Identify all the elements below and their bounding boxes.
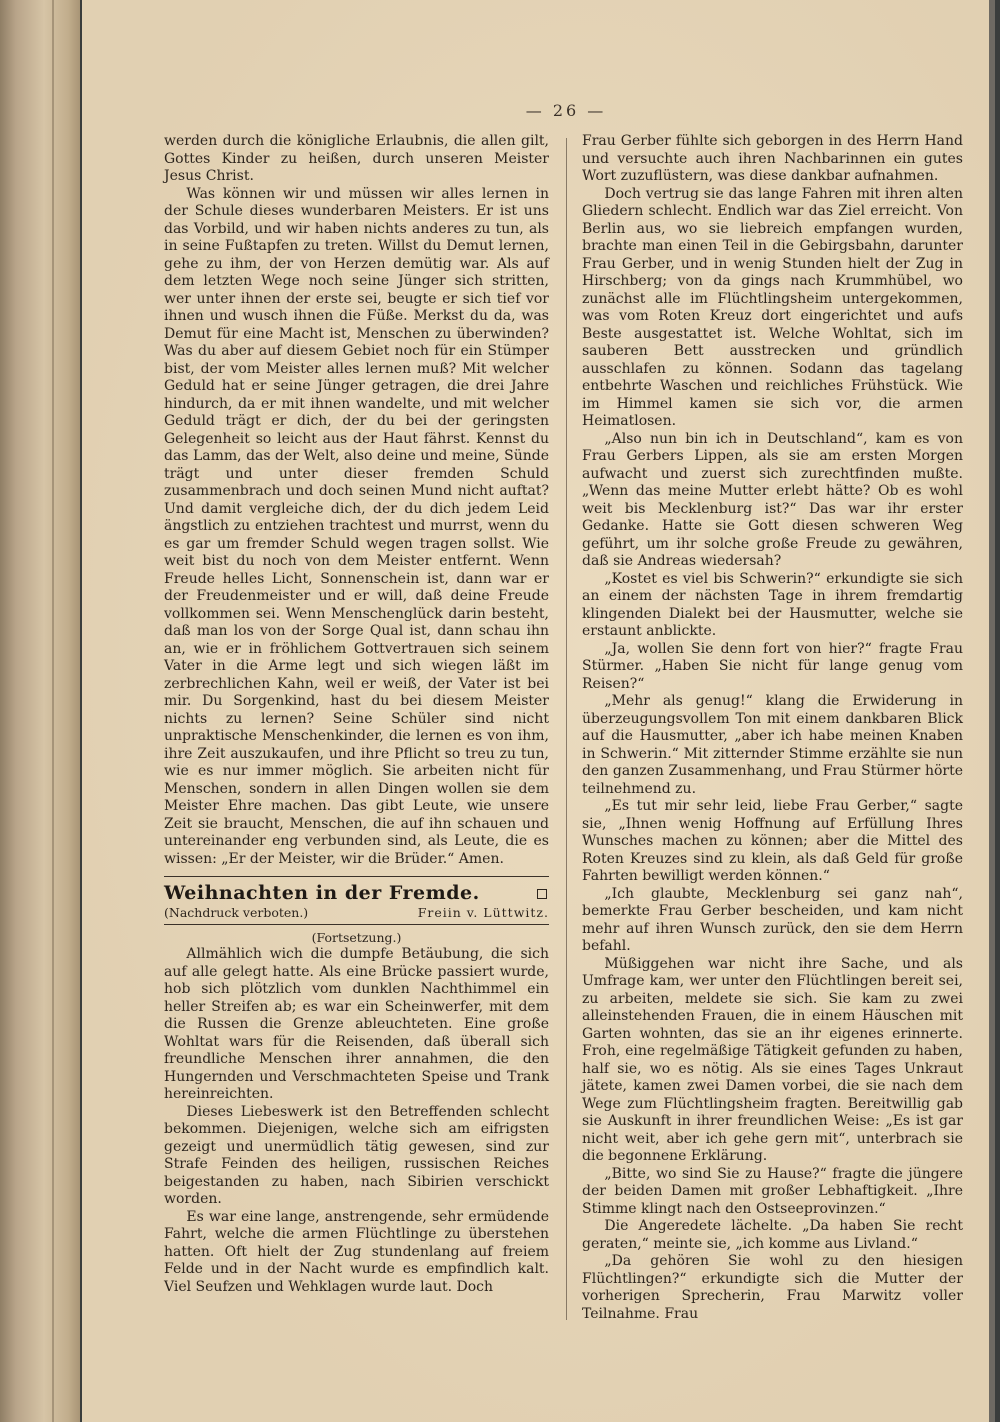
story-paragraph: „Ja, wollen Sie denn fort von hier?“ fragte Frau Stürmer. „Haben Sie nicht für lange genug vom Reisen?“: [582, 640, 963, 692]
story-paragraph: Die Angeredete lächelte. „Da haben Sie recht geraten,“ meinte sie, „ich komme aus Livland.“: [582, 1218, 963, 1252]
sermon-paragraph: werden durch die königliche Erlaubnis, die allen gilt, Gottes Kinder zu heißen, durch unseren Meister Jesus Christ.: [164, 133, 549, 184]
newspaper-page: [82, 0, 995, 1422]
column-divider: [566, 138, 567, 1320]
story-paragraph: „Da gehören Sie wohl zu den hiesigen Flüchtlingen?“ erkundigte sich die Mutter der vorherigen Sprecherin, Frau Marwitz voller Teilnahme. Frau: [582, 1253, 963, 1322]
continuation-note: (Fortsetzung.): [311, 930, 402, 945]
reprint-note: (Nachdruck verboten.): [164, 905, 309, 920]
binding-seam: [52, 0, 54, 1422]
story-paragraph: Es war eine lange, anstrengende, sehr ermüdende Fahrt, welche die armen Flüchtlinge zu überstehen hatten. Oft hielt der Zug stundenlang auf freiem Felde und in der Nacht wurde es empfindlich kalt. Viel Seufzen und Wehklagen wurde laut. Doch: [164, 1208, 549, 1295]
story-author: Freiin v. Lüttwitz.: [417, 905, 549, 920]
story-paragraph: „Ich glaubte, Mecklenburg sei ganz nah“, bemerkte Frau Gerber bescheiden, und kam nicht mehr auf ihren Wunsch zurück, den sie dem Herrn befahl.: [582, 885, 963, 954]
left-column: [164, 133, 549, 1296]
story-paragraph: Allmählich wich die dumpfe Betäubung, die sich auf alle gelegt hatte. Als eine Brücke passiert wurde, hob sich plötzlich vom dunklen Nachthimmel ein heller Streifen ab; es war ein Scheinwerfer, mit dem die Russen die Grenze ableuchteten. Eine große Wohltat wars für die Reisenden, daß überall sich freundliche Menschen ihrer annahmen, die den Hungernden und Verschmachteten Speise und Trank hereinreichten.: [164, 946, 549, 1102]
section-divider: [164, 924, 549, 925]
section-divider: [164, 876, 549, 877]
story-paragraph: „Mehr als genug!“ klang die Erwiderung in überzeugungsvollem Ton mit einem dankbaren Blick auf die Hausmutter, „aber ich habe meinen Knaben in Schwerin.“ Mit zitternder Stimme erzählte sie nun den ganzen Zusammenhang, und Frau Stürmer hörte teilnehmend zu.: [582, 693, 963, 797]
story-paragraph: „Kostet es viel bis Schwerin?“ erkundigte sie sich an einem der nächsten Tage in ihrem fremdartig klingenden Dialekt bei der Hausmutter, welche sie erstaunt anblickte.: [582, 570, 963, 639]
story-meta: [164, 905, 549, 921]
story-header: [164, 882, 549, 921]
story-paragraph: Frau Gerber fühlte sich geborgen in des Herrn Hand und versuchte auch ihren Nachbarinnen ein gutes Wort zuzuflüstern, was diese dankbar aufnahmen.: [582, 133, 963, 184]
story-paragraph: „Es tut mir sehr leid, liebe Frau Gerber,“ sagte sie, „Ihnen wenig Hoffnung auf Erfüllung Ihres Wunsches machen zu können; aber die Mittel des Roten Kreuzes sind zu klein, als daß Geld für große Fahrten bewilligt werden können.“: [582, 798, 963, 884]
page-edge: [989, 0, 995, 1422]
square-ornament-icon: [537, 889, 547, 899]
story-title: Weihnachten in der Fremde.: [164, 882, 480, 904]
story-paragraph: Doch vertrug sie das lange Fahren mit ihren alten Gliedern schlecht. Endlich war das Ziel erreicht. Von Berlin aus, wo sie liebreich empfangen wurden, brachte man einen Teil in die Gebirgsbahn, darunter Frau Gerber, und in wenig Stunden hielt der Zug in Hirschberg; von da gings nach Krummhübel, wo zunächst alle im Flüchtlingsheim untergekommen, was vom Roten Kreuz dort eingerichtet und aufs Beste ausgestattet ist. Welche Wohltat, sich im sauberen Bett ausstrecken und gründlich ausschlafen zu können. Sodann das tagelang entbehrte Waschen und reichliches Frühstück. Wie im Himmel kamen sie sich vor, die armen Heimatlosen.: [582, 185, 963, 429]
story-paragraph: Dieses Liebeswerk ist den Betreffenden schlecht bekommen. Diejenigen, welche sich am eifrigsten gezeigt und unermüdlich tätig gewesen, sind zur Strafe Feinden des heiligen, russischen Reiches beigestanden zu haben, nach Sibirien verschickt worden.: [164, 1103, 549, 1207]
book-binding: [0, 0, 80, 1422]
right-column: [582, 133, 963, 1323]
page-number: — 26 —: [525, 101, 607, 120]
sermon-paragraph: Was können wir und müssen wir alles lernen in der Schule dieses wunderbaren Meisters. Er ist uns das Vorbild, und wir haben nichts anderes zu tun, als in seine Fußtapfen zu treten. Willst du Demut lernen, gehe zu ihm, der von Herzen demütig war. Als auf dem letzten Wege noch seine Jünger sich stritten, wer unter ihnen der erste sei, beugte er sich tief vor ihnen und wusch ihnen die Füße. Merkst du da, was Demut für eine Macht ist, Menschen zu überwinden? Was du aber auf diesem Gebiet noch für ein Stümper bist, der vom Meister alles lernen muß? Mit welcher Geduld hat er seine Jünger getragen, die drei Jahre hindurch, da er mit ihnen wandelte, und mit welcher Geduld trägt er dich, der du bei der geringsten Gelegenheit so leicht aus der Haut fährst. Kennst du das Lamm, das der Welt, also deine und meine, Sünde trägt und unter dieser fremden Schuld zusammenbrach und doch seinen Mund nicht auftat? Und damit vergleiche dich, der du dich jedem Leid ängstlich zu entziehen trachtest und murrst, wenn du es gar um fremder Schuld wegen tragen sollst. Wie weit bist du noch von dem Meister entfernt. Wenn Freude helles Licht, Sonnenschein ist, dann war er der Freudenmeister und er will, daß deine Freude vollkommen sei. Wenn Menschenglück darin besteht, daß man los von der Sorge Qual ist, dann schau ihn an, wie er in fröhlichem Gottvertrauen sich seinem Vater in die Arme legt und sich wiegen läßt im zerbrechlichen Kahn, weil er weiß, der Vater ist bei mir. Du Sorgenkind, hast du bei diesem Meister nichts zu lernen? Seine Schüler sind nicht unpraktische Menschenkinder, die lernen es von ihm, ihre Zeit auszukaufen, und ihre Pflicht so treu zu tun, wie es nur immer möglich. Sie arbeiten nicht für Menschen, sondern in allen Dingen wollen sie dem Meister Ehre machen. Das gibt Leute, wie unsere Zeit sie braucht, Menschen, die auf ihn schauen und untereinander eng verbunden sind, als Leute, die es wissen: „Er der Meister, wir die Brüder.“ Amen.: [164, 185, 549, 867]
story-paragraph: „Bitte, wo sind Sie zu Hause?“ fragte die jüngere der beiden Damen mit großer Lebhaftigkeit. „Ihre Stimme klingt nach den Ostseeprovinzen.“: [582, 1165, 963, 1217]
story-paragraph: „Also nun bin ich in Deutschland“, kam es von Frau Gerbers Lippen, als sie am ersten Morgen aufwacht und zuerst sich zurechtfinden mußte. „Wenn das meine Mutter erlebt hätte? Ob es wohl weit bis Mecklenburg ist?“ Das war ihr erster Gedanke. Hatte sie Gott diesen schweren Weg geführt, um ihr solche große Freude zu gewähren, daß sie Andreas wiedersah?: [582, 430, 963, 569]
story-paragraph: Müßiggehen war nicht ihre Sache, und als Umfrage kam, wer unter den Flüchtlingen bereit sei, zu arbeiten, meldete sie sich. Sie kam zu zwei alleinstehenden Frauen, die in einem Häuschen mit Garten wohnten, das sie an ihr eigenes erinnerte. Froh, eine regelmäßige Tätigkeit gefunden zu haben, half sie, wo es nötig. Als sie eines Tages Unkraut jätete, kamen zwei Damen vorbei, die sie nach dem Wege zum Flüchtlingsheim fragten. Bereitwillig gab sie Auskunft in ihrer freundlichen Weise: „Es ist gar nicht weit, aber ich gehe gern mit“, unterbrach sie die begonnene Erklärung.: [582, 955, 963, 1164]
